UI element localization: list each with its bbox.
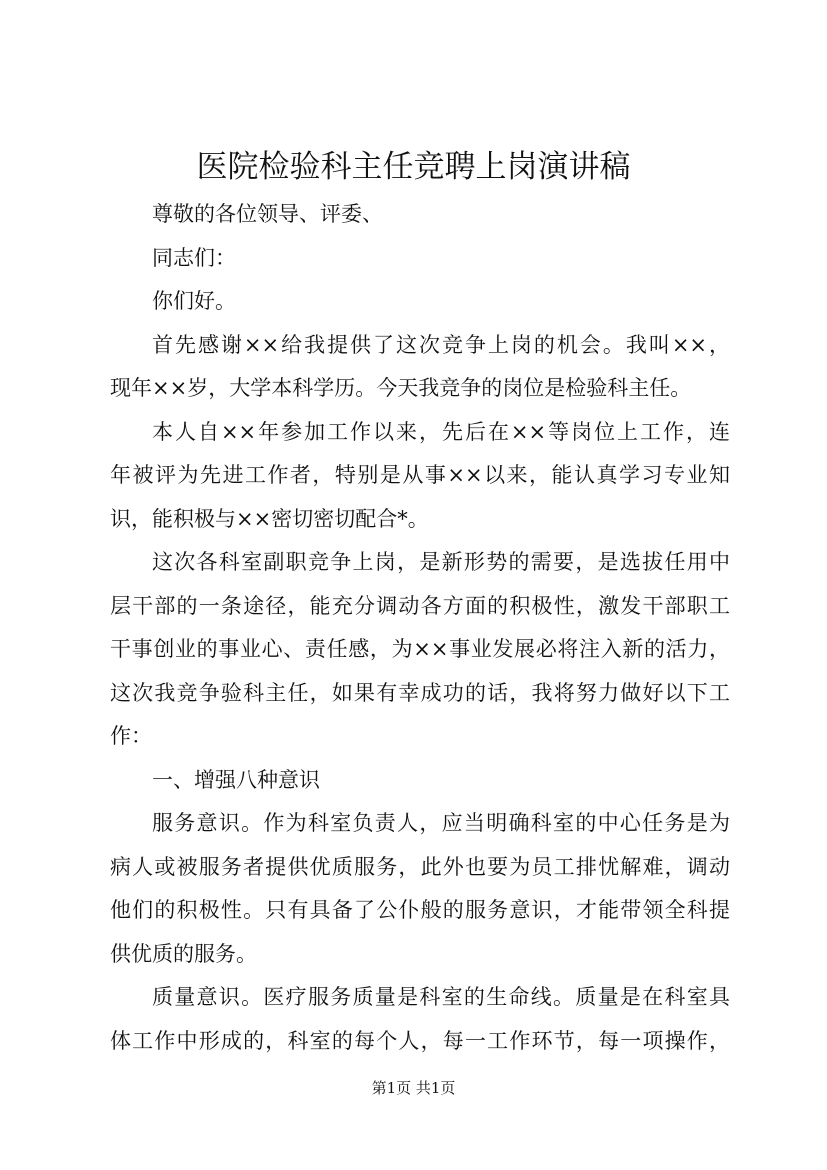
paragraph-line: 这次各科室副职竞争上岗，是新形势的需要，是选拔任用中 [152,550,730,574]
paragraph-line: 干事创业的事业心、责任感，为××事业发展必将注入新的活力， [110,637,730,661]
paragraph-line: 本人自××年参加工作以来，先后在××等岗位上工作，连 [152,419,730,444]
paragraph-work-history [110,411,730,542]
paragraph-introduction [110,324,730,411]
paragraph-quality-awareness [110,976,730,1063]
paragraph-line: 同志们： [152,245,236,270]
paragraph-line: 病人或被服务者提供优质服务，此外也要为员工排忧解难，调动 [110,854,730,879]
paragraph-line: 他们的积极性。只有具备了公仆般的服务意识，才能带领全科提 [110,898,730,922]
paragraph-salutation-1 [110,193,730,237]
paragraph-line: 现年××岁，大学本科学历。今天我竞争的岗位是检验科主任。 [110,376,692,400]
paragraph-line: 层干部的一条途径，能充分调动各方面的积极性，激发干部职工 [110,593,730,618]
paragraph-competition-purpose [110,541,730,759]
paragraph-line: 首先感谢××给我提供了这次竞争上岗的机会。我叫××， [152,332,730,357]
paragraph-greeting [110,280,730,324]
paragraph-line: 尊敬的各位领导、评委、 [152,202,383,226]
section-heading-text: 一、增强八种意识 [152,767,320,792]
document-title: 医院检验科主任竞聘上岗演讲稿 [196,149,631,185]
paragraph-line: 质量意识。医疗服务质量是科室的生命线。质量是在科室具 [152,985,730,1009]
paragraph-line: 服务意识。作为科室负责人，应当明确科室的中心任务是为 [152,811,730,835]
paragraph-line: 作： [110,724,152,748]
paragraph-line: 年被评为先进工作者，特别是从事××以来，能认真学习专业知 [110,463,730,487]
document-body [110,193,730,1063]
paragraph-line: 这次我竞争验科主任，如果有幸成功的话，我将努力做好以下工 [110,680,730,705]
section-heading [110,759,730,803]
paragraph-line: 你们好。 [152,289,236,313]
paragraph-line: 识，能积极与××密切密切配合*。 [110,506,429,531]
paragraph-line: 体工作中形成的，科室的每个人，每一工作环节，每一项操作， [110,1028,730,1053]
paragraph-service-awareness [110,802,730,976]
paragraph-line: 供优质的服务。 [110,941,257,966]
paragraph-salutation-2 [110,237,730,281]
page-number: 第1页 共1页 [371,1079,456,1097]
